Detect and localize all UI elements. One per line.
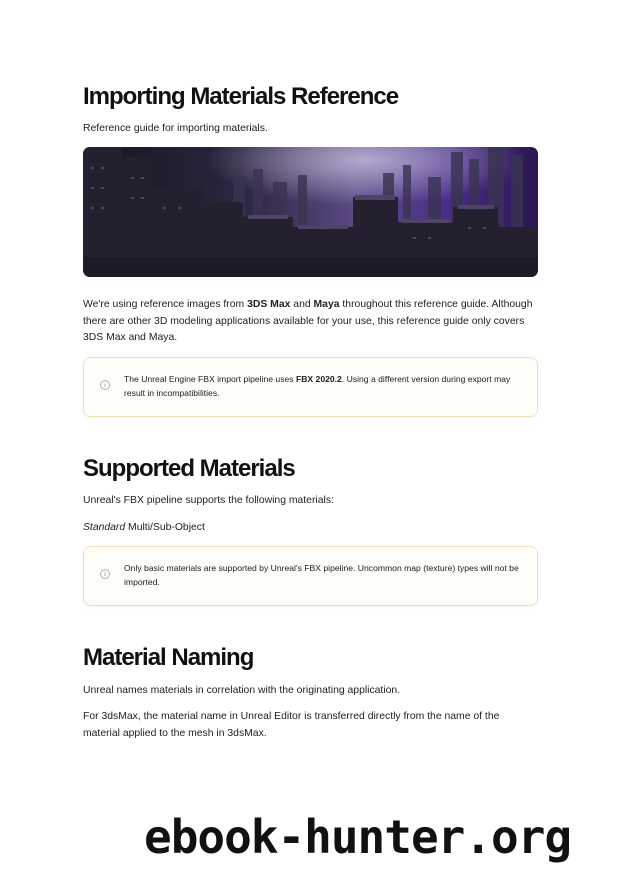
info-callout-fbx-version (83, 357, 538, 417)
info-callout-basic-materials (83, 546, 538, 606)
intro-paragraph: We're using reference images from 3DS Max and Maya throughout this reference guide. Although there are other 3D modeling applications available for your use, this reference guide only covers 3DS Max and Maya. (83, 299, 533, 343)
hero-image (83, 147, 538, 277)
city-skyline-image (83, 147, 538, 277)
supported-material-list: Standard Multi/Sub-Object (83, 522, 205, 533)
fbx-version: FBX 2020.2 (295, 374, 342, 384)
info-icon (100, 569, 110, 579)
page-subtitle: Reference guide for importing materials. (83, 123, 268, 134)
naming-paragraph-1: Unreal names materials in correlation with the originating application. (83, 685, 401, 696)
section-heading-supported-materials: Supported Materials (83, 455, 295, 482)
supported-description: Unreal's FBX pipeline supports the following materials: (83, 495, 334, 506)
app-3dsmax: 3DS Max (247, 299, 291, 310)
app-maya: Maya (313, 299, 340, 310)
callout-text: Only basic materials are supported by Unreal's FBX pipeline. Uncommon map (texture) types will not be imported. (124, 563, 519, 587)
watermark-text: ebook-hunter.org (144, 810, 572, 864)
info-icon (100, 380, 110, 390)
callout-text: The Unreal Engine FBX import pipeline uses FBX 2020.2. Using a different version during export may result in incompatibilities. (124, 374, 511, 398)
section-heading-material-naming: Material Naming (83, 644, 254, 671)
naming-paragraph-2: For 3dsMax, the material name in Unreal Editor is transferred directly from the name of the material applied to the mesh in 3dsMax. (83, 711, 500, 739)
page-title: Importing Materials Reference (83, 83, 399, 110)
